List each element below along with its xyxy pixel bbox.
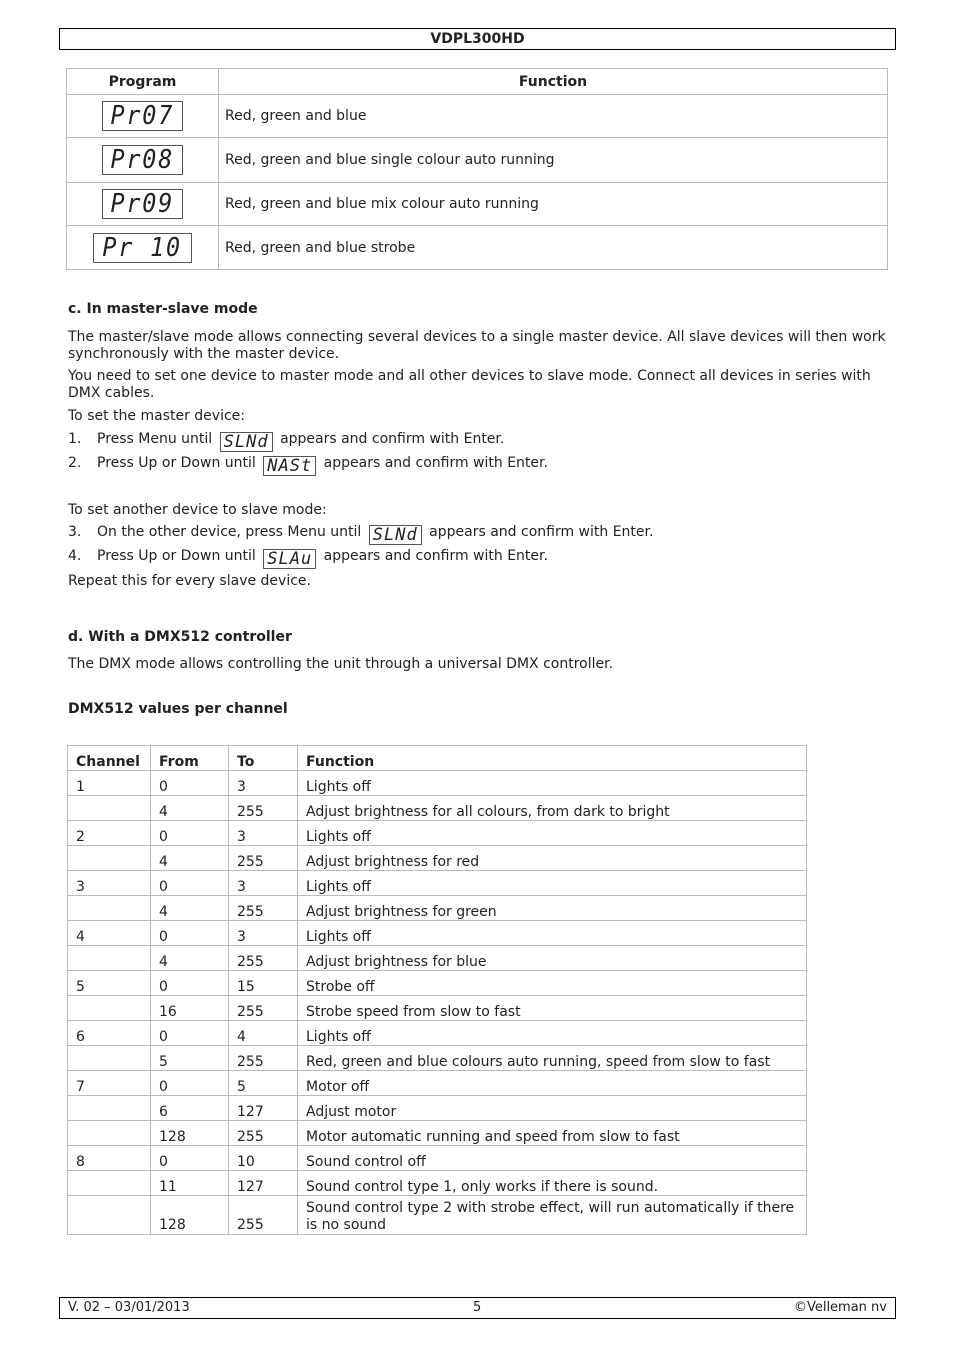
to-cell: 3 [229,871,298,896]
dmx-row [68,1071,807,1096]
paragraph: To set the master device: [68,408,245,424]
lcd-display: Pr08 [102,145,183,175]
from-cell: 128 [151,1196,229,1235]
from-cell: 0 [151,1071,229,1096]
channel-cell: 4 [68,921,151,946]
function-cell: Adjust brightness for red [298,846,807,871]
dmx-row [68,1121,807,1146]
dmx-row [68,946,807,971]
function-cell: Sound control type 2 with strobe effect, will run automatically if there is no sound [298,1196,807,1235]
channel-cell [68,946,151,971]
lcd-display: Pr09 [102,189,183,219]
channel-cell: 1 [68,771,151,796]
to-cell: 255 [229,996,298,1021]
channel-cell [68,996,151,1021]
program-row [67,138,888,183]
channel-cell [68,1046,151,1071]
to-cell: 5 [229,1071,298,1096]
header-channel: Channel [68,746,151,771]
channel-cell [68,1121,151,1146]
dmx-row [68,896,807,921]
program-function: Red, green and blue strobe [219,226,888,270]
from-cell: 0 [151,1146,229,1171]
dmx-row [68,1171,807,1196]
function-cell: Lights off [298,821,807,846]
from-cell: 4 [151,846,229,871]
header-function: Function [298,746,807,771]
function-cell: Adjust brightness for all colours, from dark to bright [298,796,807,821]
to-cell: 4 [229,1021,298,1046]
dmx-row [68,1146,807,1171]
function-cell: Strobe speed from slow to fast [298,996,807,1021]
section-c-heading: c. In master-slave mode [68,301,258,317]
to-cell: 127 [229,1096,298,1121]
dmx-row [68,1021,807,1046]
lcd-display: SLNd [369,525,422,545]
dmx-row [68,1196,807,1235]
from-cell: 4 [151,896,229,921]
step-item: 4. Press Up or Down until SLAu appears and confirm with Enter. [68,548,548,569]
dmx-table-header [68,746,807,771]
header-function: Function [219,69,888,95]
function-cell: Motor off [298,1071,807,1096]
to-cell: 10 [229,1146,298,1171]
paragraph: The DMX mode allows controlling the unit through a universal DMX controller. [68,656,614,672]
dmx-row [68,971,807,996]
dmx-table [67,745,807,1235]
from-cell: 0 [151,971,229,996]
from-cell: 4 [151,946,229,971]
page-header: VDPL300HD [59,28,896,50]
to-cell: 255 [229,796,298,821]
step-item: 1. Press Menu until SLNd appears and confirm with Enter. [68,431,505,452]
dmx-row [68,846,807,871]
function-cell: Sound control off [298,1146,807,1171]
channel-cell [68,846,151,871]
channel-cell: 8 [68,1146,151,1171]
channel-cell: 7 [68,1071,151,1096]
to-cell: 255 [229,896,298,921]
from-cell: 0 [151,921,229,946]
copyright: ©Velleman nv [793,1300,887,1315]
to-cell: 127 [229,1171,298,1196]
function-cell: Adjust brightness for green [298,896,807,921]
function-cell: Lights off [298,1021,807,1046]
dmx-row [68,1096,807,1121]
function-cell: Lights off [298,771,807,796]
dmx-row [68,771,807,796]
to-cell: 15 [229,971,298,996]
dmx-row [68,871,807,896]
program-function: Red, green and blue [219,95,888,138]
lcd-display: SLNd [220,432,273,452]
from-cell: 16 [151,996,229,1021]
channel-cell [68,1196,151,1235]
program-table-header [67,69,888,95]
program-row [67,226,888,270]
program-row [67,95,888,138]
to-cell: 255 [229,946,298,971]
program-function: Red, green and blue single colour auto running [219,138,888,183]
step-item: 2. Press Up or Down until NASt appears and confirm with Enter. [68,455,548,476]
to-cell: 3 [229,821,298,846]
lcd-display: SLAu [263,549,316,569]
from-cell: 0 [151,821,229,846]
channel-cell: 2 [68,821,151,846]
function-cell: Adjust brightness for blue [298,946,807,971]
from-cell: 4 [151,796,229,821]
function-cell: Motor automatic running and speed from slow to fast [298,1121,807,1146]
program-table [66,68,888,270]
paragraph: You need to set one device to master mode and all other devices to slave mode. Connect all devices in series with DMX cables. [68,368,871,401]
channel-cell [68,1171,151,1196]
channel-cell: 6 [68,1021,151,1046]
channel-cell [68,1096,151,1121]
from-cell: 11 [151,1171,229,1196]
step-item: 3. On the other device, press Menu until SLNd appears and confirm with Enter. [68,524,654,545]
function-cell: Strobe off [298,971,807,996]
page-footer [59,1297,896,1319]
header-from: From [151,746,229,771]
from-cell: 128 [151,1121,229,1146]
paragraph: Repeat this for every slave device. [68,573,311,589]
paragraph: To set another device to slave mode: [68,502,327,518]
to-cell: 255 [229,846,298,871]
lcd-display: Pr07 [102,101,183,131]
function-cell: Lights off [298,871,807,896]
to-cell: 255 [229,1121,298,1146]
dmx-row [68,1046,807,1071]
to-cell: 3 [229,921,298,946]
channel-cell [68,896,151,921]
function-cell: Sound control type 1, only works if there is sound. [298,1171,807,1196]
channel-cell [68,796,151,821]
function-cell: Adjust motor [298,1096,807,1121]
header-to: To [229,746,298,771]
from-cell: 5 [151,1046,229,1071]
paragraph: The master/slave mode allows connecting several devices to a single master device. All slave devices will then work synchronously with the master device. [68,329,886,362]
dmx-row [68,996,807,1021]
from-cell: 0 [151,871,229,896]
from-cell: 0 [151,1021,229,1046]
version-date: V. 02 – 03/01/2013 [68,1300,190,1315]
section-d-heading: d. With a DMX512 controller [68,629,292,645]
channel-cell: 3 [68,871,151,896]
from-cell: 0 [151,771,229,796]
dmx-row [68,821,807,846]
dmx-row [68,921,807,946]
function-cell: Red, green and blue colours auto running, speed from slow to fast [298,1046,807,1071]
lcd-display: NASt [263,456,316,476]
to-cell: 3 [229,771,298,796]
page-number: 5 [473,1300,482,1315]
to-cell: 255 [229,1196,298,1235]
from-cell: 6 [151,1096,229,1121]
program-row [67,183,888,226]
program-function: Red, green and blue mix colour auto running [219,183,888,226]
function-cell: Lights off [298,921,807,946]
channel-cell: 5 [68,971,151,996]
header-program: Program [67,69,219,95]
lcd-display: Pr 10 [93,233,191,263]
to-cell: 255 [229,1046,298,1071]
dmx-subheading: DMX512 values per channel [68,701,288,717]
dmx-row [68,796,807,821]
